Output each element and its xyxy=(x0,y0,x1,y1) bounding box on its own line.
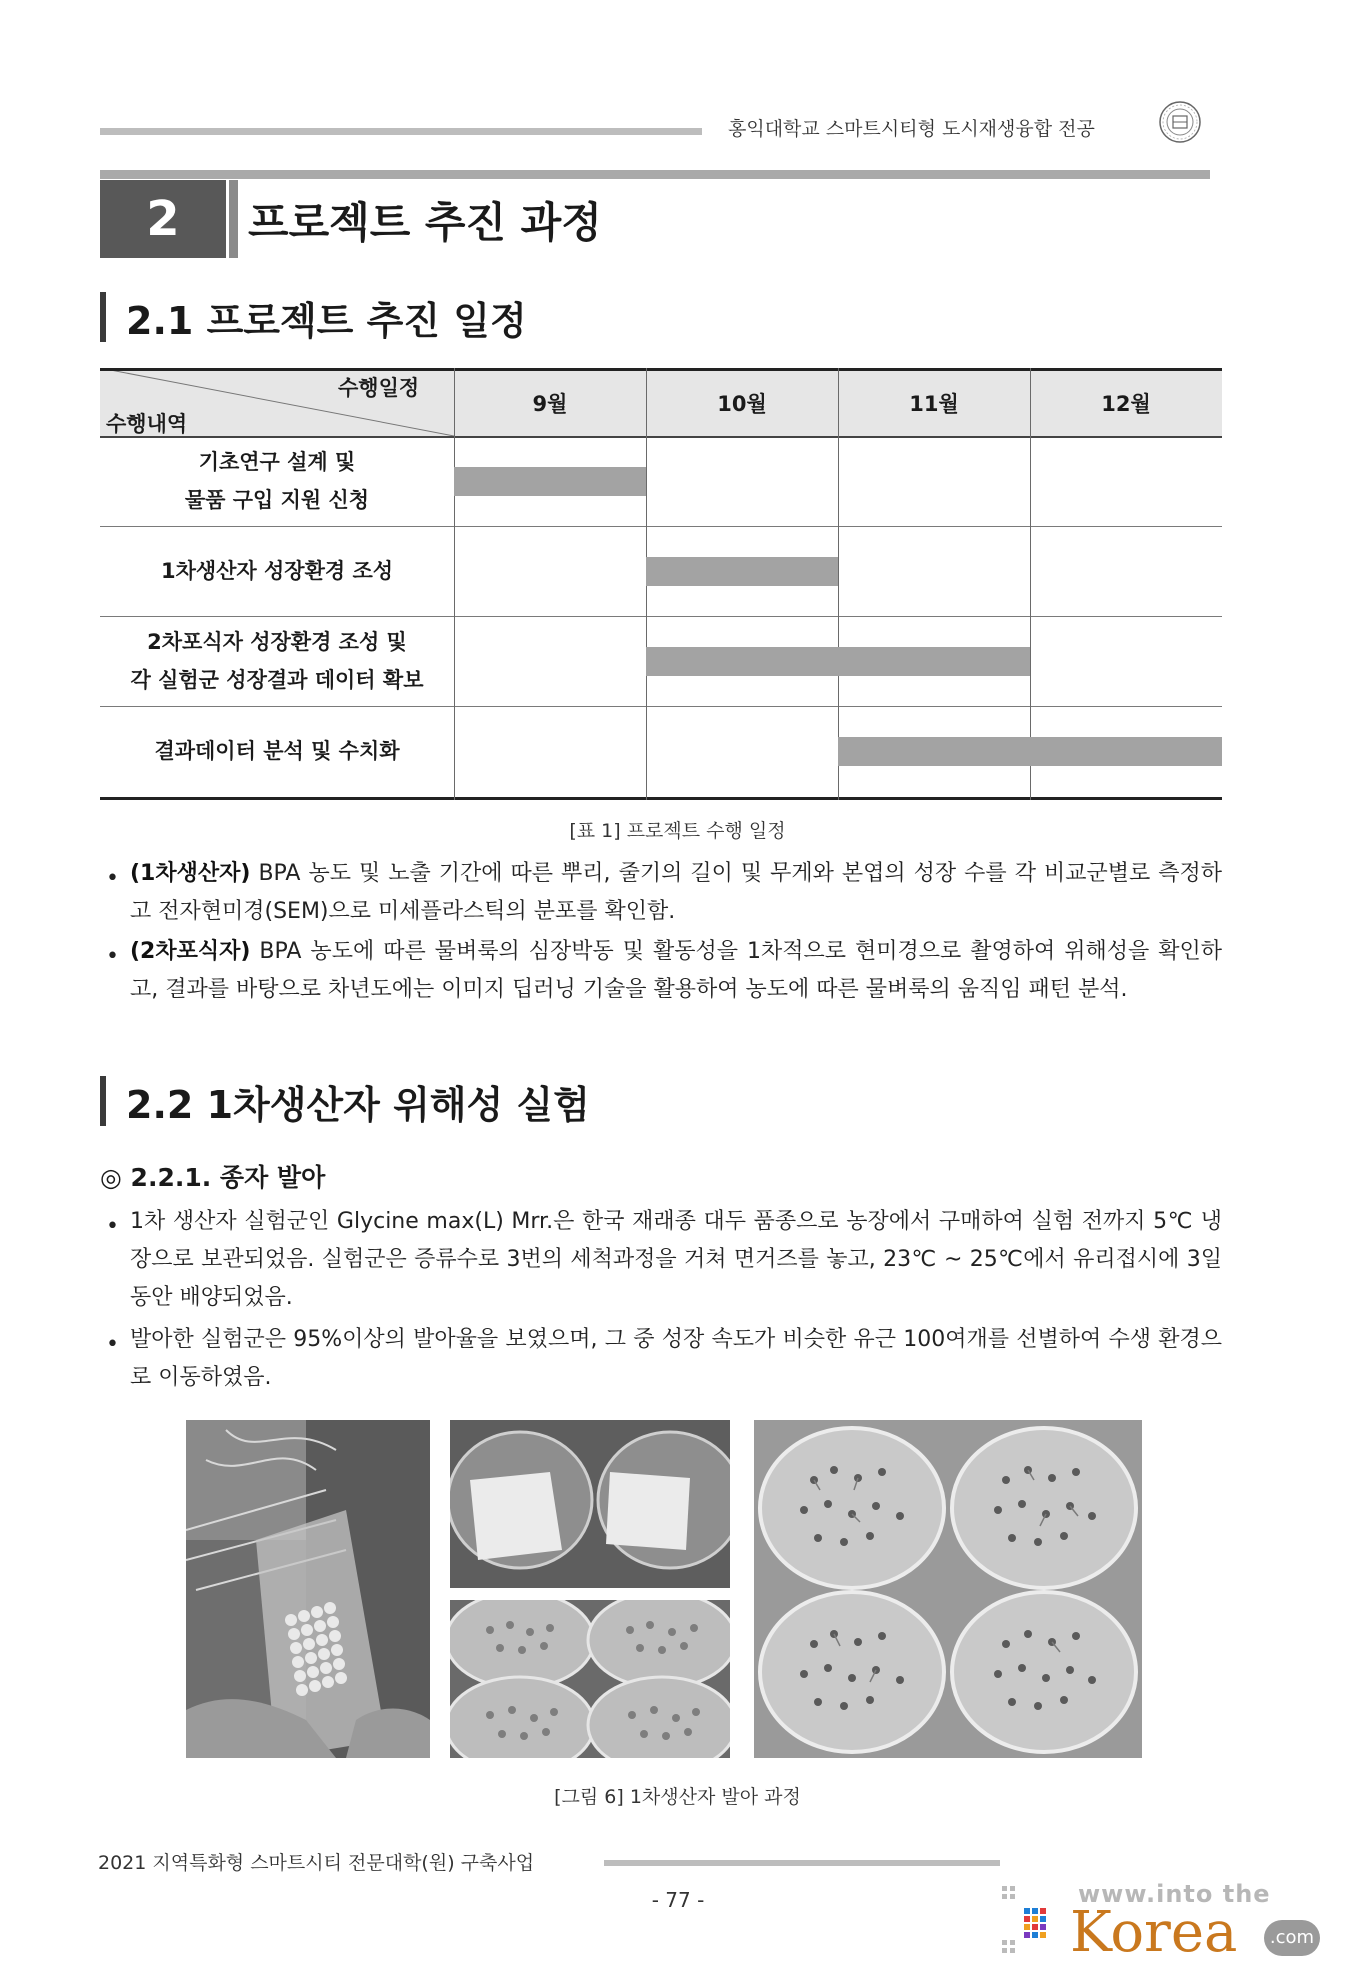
month-header: 12월 xyxy=(1101,392,1151,416)
university-seal-icon xyxy=(1158,100,1202,144)
chapter-title: 프로젝트 추진 과정 xyxy=(248,198,602,247)
gantt-bar xyxy=(646,557,838,586)
gantt-bar xyxy=(646,647,1030,676)
photo-germinated-sprouts xyxy=(754,1420,1142,1758)
subsection-title: 2.2.1. 종자 발아 xyxy=(130,1163,326,1192)
section-number: 2.2 xyxy=(126,1083,194,1127)
corner-label-tasks: 수행내역 xyxy=(106,412,188,436)
watermark-top-text: www.into the xyxy=(1078,1880,1271,1908)
bullet-dot: • xyxy=(106,866,119,891)
task-label-line: 2차포식자 성장환경 조성 및 xyxy=(147,630,407,654)
task-label-line: 결과데이터 분석 및 수치화 xyxy=(154,739,400,763)
page-top-rule xyxy=(100,170,1210,179)
table-row-divider xyxy=(100,706,1222,707)
pixel-grid-icon xyxy=(1000,1880,1060,1970)
task-label-line: 각 실험군 성장결과 데이터 확보 xyxy=(130,668,424,692)
table-caption: [표 1] 프로젝트 수행 일정 xyxy=(569,820,786,842)
chapter-side-band xyxy=(229,180,238,258)
task-label xyxy=(100,552,454,590)
photo-petri-seeds xyxy=(450,1600,730,1758)
month-header: 10월 xyxy=(717,392,767,416)
watermark-logo xyxy=(1000,1880,1330,1970)
bullet-paragraph xyxy=(130,933,1222,1009)
page-number: - 77 - xyxy=(651,1888,705,1912)
bullet-text: BPA 농도에 따른 물벼룩의 심장박동 및 활동성을 1차적으로 현미경으로 촬영하여 위해성을 확인하고, 결과를 바탕으로 차년도에는 이미지 딥러닝 기술을 활용하여 농도에 따른 물벼룩의 움직임 패턴 분석. xyxy=(130,939,1222,1002)
photo-petri-paper xyxy=(450,1420,730,1588)
task-label-line: 1차생산자 성장환경 조성 xyxy=(160,559,394,583)
figure-caption: [그림 6] 1차생산자 발아 과정 xyxy=(554,1786,801,1808)
table-header-border xyxy=(100,436,1222,438)
subsection-heading xyxy=(100,1158,325,1194)
bullet-text: BPA 농도 및 노출 기간에 따른 뿌리, 줄기의 길이 및 무게와 본엽의 성장 수를 각 비교군별로 측정하고 전자현미경(SEM)으로 미세플라스틱의 분포를 확인함. xyxy=(130,861,1222,924)
table-col-divider xyxy=(838,368,839,800)
section-title: 프로젝트 추진 일정 xyxy=(206,299,527,343)
bullet-paragraph: 발아한 실험군은 95%이상의 발아율을 보였으며, 그 중 성장 속도가 비슷한 유근 100여개를 선별하여 수생 환경으로 이동하였음. xyxy=(130,1327,1222,1390)
month-header: 11월 xyxy=(909,392,959,416)
bullet-dot: • xyxy=(106,944,119,969)
section-number: 2.1 xyxy=(126,299,194,343)
task-label xyxy=(100,443,454,519)
section-marker xyxy=(100,1076,106,1126)
double-circle-icon: ◎ xyxy=(100,1163,122,1192)
bullet-dot: • xyxy=(106,1332,119,1357)
table-top-border xyxy=(100,368,1222,371)
schedule-table xyxy=(100,368,1222,800)
section-title: 1차생산자 위해성 실험 xyxy=(206,1083,590,1127)
section-marker xyxy=(100,292,106,342)
photo-soybean-bag xyxy=(186,1420,430,1758)
table-col-divider xyxy=(454,368,455,800)
gantt-bar xyxy=(838,737,1222,766)
corner-label-schedule: 수행일정 xyxy=(338,376,420,400)
month-header: 9월 xyxy=(532,392,568,416)
task-label xyxy=(100,732,454,770)
bullet-label: (2차포식자) xyxy=(130,939,251,964)
task-label xyxy=(100,623,454,699)
chapter-number: 2 xyxy=(100,180,226,258)
watermark-brand: Korea xyxy=(1070,1900,1238,1965)
bullet-dot: • xyxy=(106,1214,119,1239)
section-heading-2-1 xyxy=(126,290,527,345)
table-bottom-border xyxy=(100,797,1222,800)
header-department: 홍익대학교 스마트시티형 도시재생융합 전공 xyxy=(728,118,1095,140)
table-col-divider xyxy=(1030,368,1031,800)
section-heading-2-2 xyxy=(126,1074,590,1129)
bullet-paragraph xyxy=(130,855,1222,931)
watermark-suffix: .com xyxy=(1264,1920,1320,1956)
header-rule-left xyxy=(100,128,702,135)
gantt-bar xyxy=(454,467,646,496)
task-label-line: 물품 구입 지원 신청 xyxy=(184,488,370,512)
task-label-line: 기초연구 설계 및 xyxy=(198,450,356,474)
bullet-label: (1차생산자) xyxy=(130,861,251,886)
bullet-paragraph: 1차 생산자 실험군인 Glycine max(L) Mrr.은 한국 재래종 대두 품종으로 농장에서 구매하여 실험 전까지 5℃ 냉장으로 보관되었음. 실험군은 증류수로 3번의 세척과정을 거쳐 면거즈를 놓고, 23℃ ~ 25℃에서 유리접시에 3일 동안 배양되었음. xyxy=(130,1209,1222,1310)
table-row-divider xyxy=(100,526,1222,527)
footer-program: 2021 지역특화형 스마트시티 전문대학(원) 구축사업 xyxy=(98,1852,535,1874)
footer-rule xyxy=(604,1860,1000,1866)
table-row-divider xyxy=(100,616,1222,617)
